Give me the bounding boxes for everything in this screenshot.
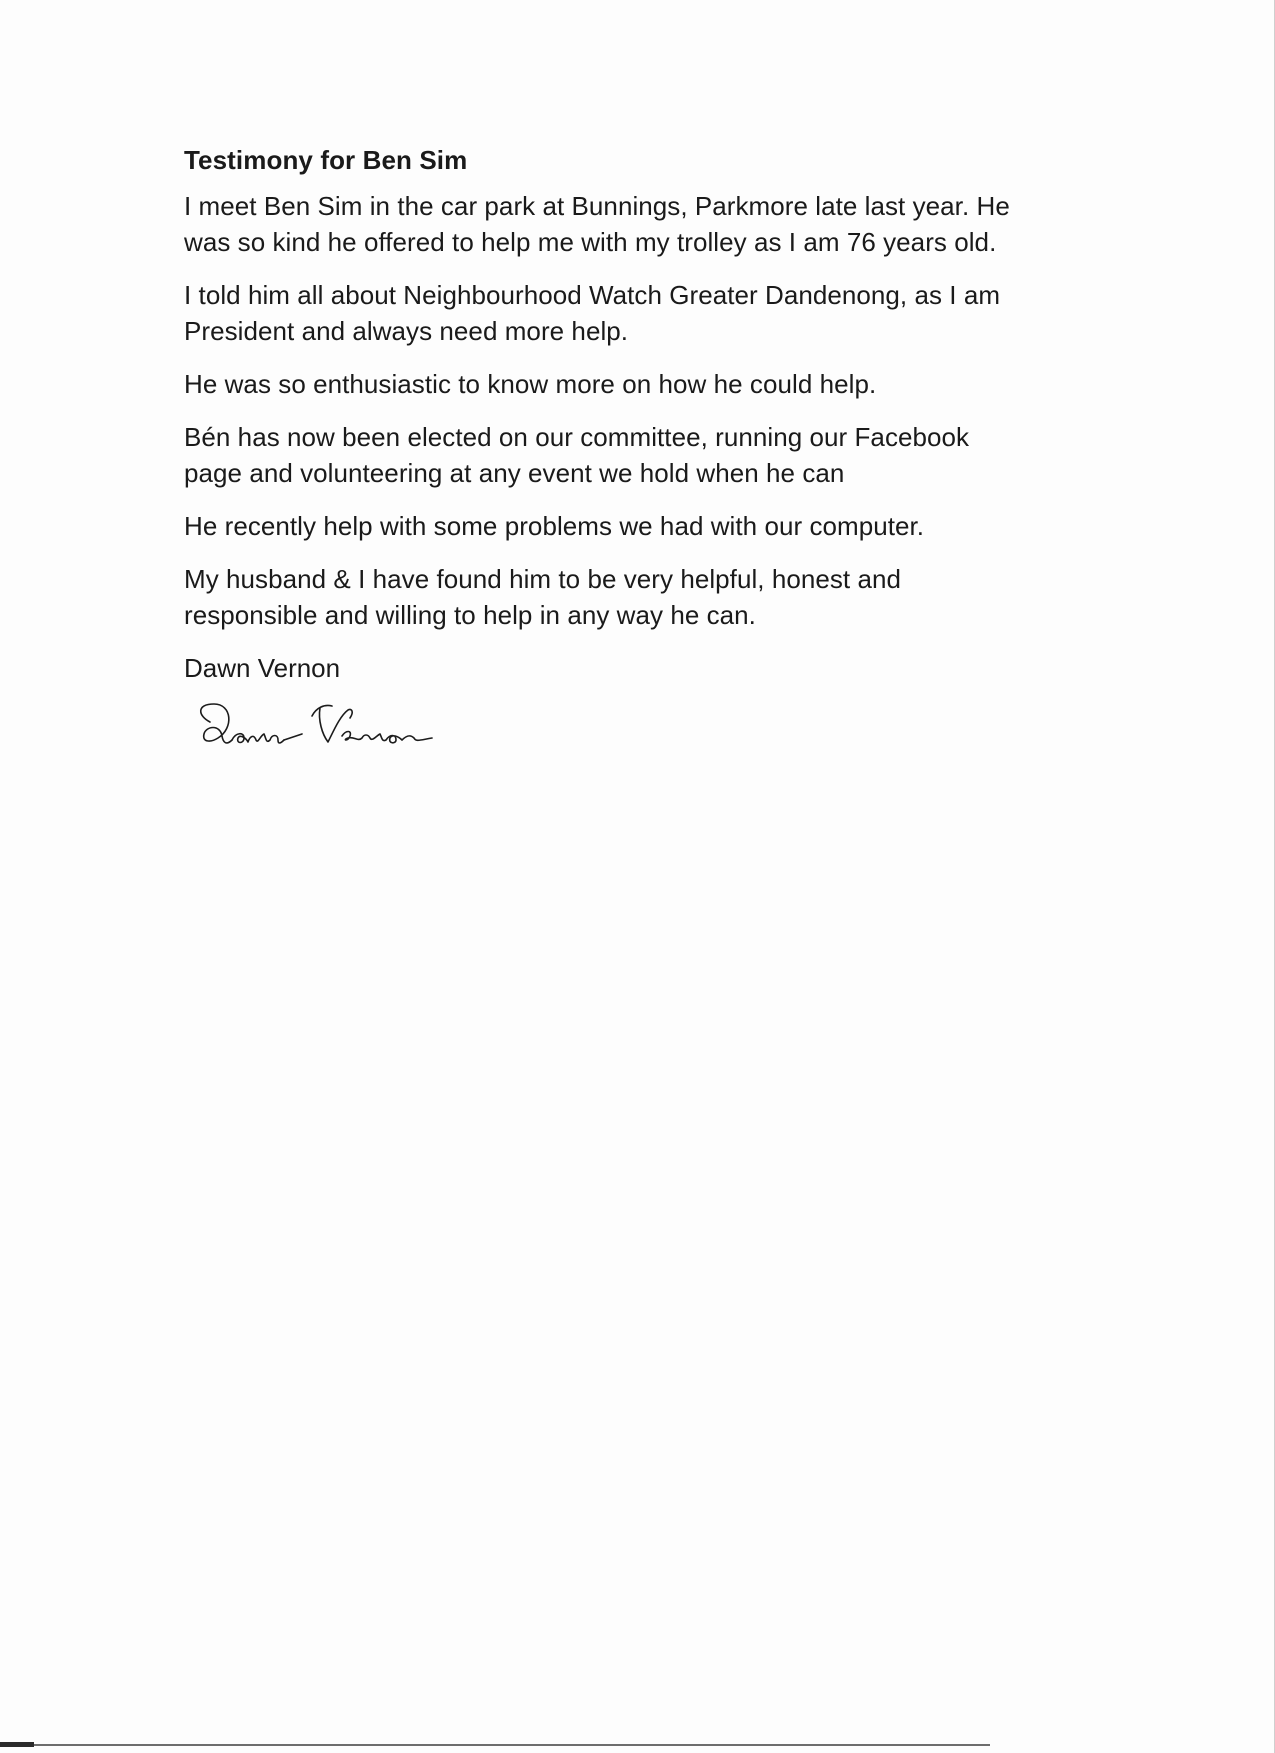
paragraph-6 bbox=[184, 561, 1124, 633]
paragraph-line: Bén has now been elected on our committee, running our Facebook bbox=[184, 422, 970, 452]
paragraph-5 bbox=[184, 508, 1124, 544]
paragraph-1 bbox=[184, 188, 1124, 260]
paragraph-line: I meet Ben Sim in the car park at Bunnings, Parkmore late last year. He bbox=[184, 191, 1010, 221]
paragraph-line: My husband & I have found him to be very helpful, honest and bbox=[184, 564, 902, 594]
paragraph-line: was so kind he offered to help me with my trolley as I am 76 years old. bbox=[184, 227, 997, 257]
letter-body bbox=[184, 142, 1124, 686]
paragraph-2 bbox=[184, 277, 1124, 349]
paragraph-line: He was so enthusiastic to know more on how he could help. bbox=[184, 369, 877, 399]
letter-title: Testimony for Ben Sim bbox=[184, 145, 468, 175]
signatory-name: Dawn Vernon bbox=[184, 653, 341, 683]
paragraph-line: responsible and willing to help in any way he can. bbox=[184, 600, 756, 630]
paragraph-line: page and volunteering at any event we hold when he can bbox=[184, 458, 845, 488]
paragraph-line: President and always need more help. bbox=[184, 316, 629, 346]
handwritten-signature bbox=[192, 698, 482, 760]
paragraph-4 bbox=[184, 419, 1124, 491]
scan-bottom-mark bbox=[0, 1742, 34, 1747]
paragraph-line: I told him all about Neighbourhood Watch Greater Dandenong, as I am bbox=[184, 280, 1001, 310]
paragraph-line: He recently help with some problems we had with our computer. bbox=[184, 511, 925, 541]
scan-bottom-line bbox=[0, 1744, 990, 1746]
paragraph-3 bbox=[184, 366, 1124, 402]
